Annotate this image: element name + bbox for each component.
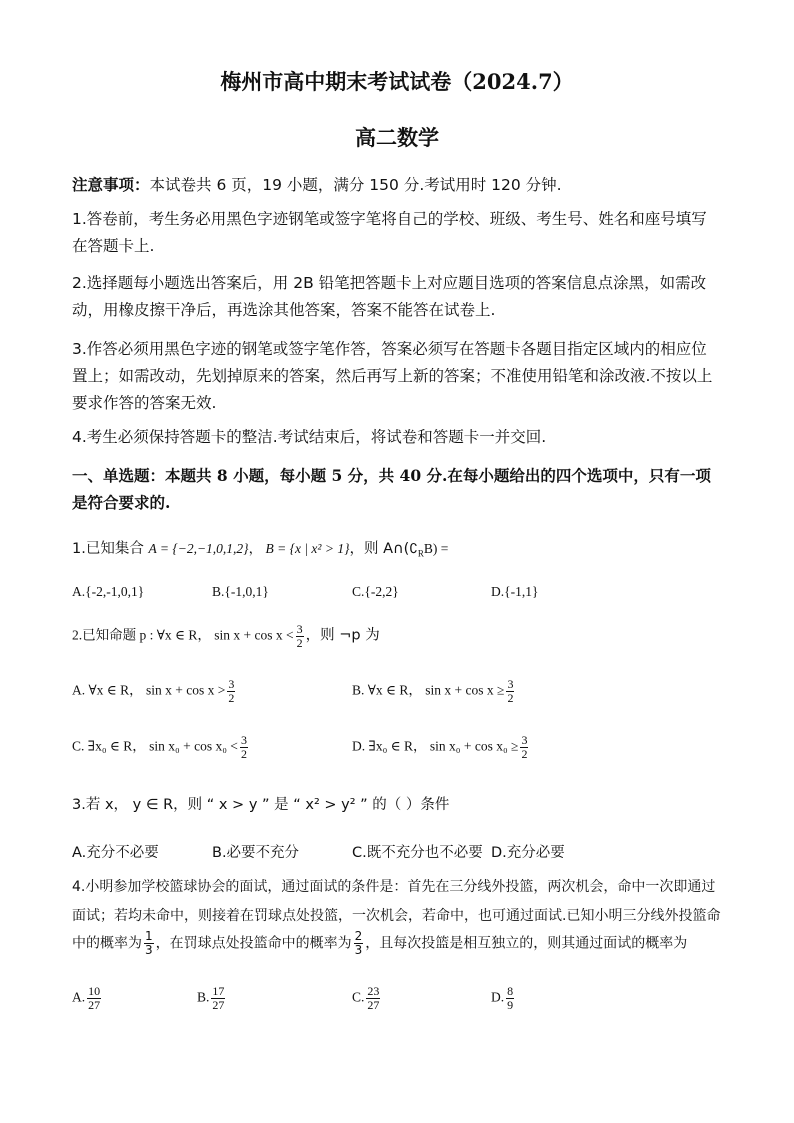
q1-set-a: A = {−2,−1,0,1,2}: [148, 541, 249, 556]
q2c-den: 2: [240, 747, 247, 761]
q3-option-a: A.充分不必要: [72, 845, 159, 861]
q2-stem-fraction: [296, 623, 304, 650]
q2-option-a: [72, 678, 237, 705]
q4-prob-1: [144, 930, 154, 957]
question-4-line-1: 4.小明参加学校篮球协会的面试，通过面试的条件是：首先在三分线外投篮，两次机会，命中一次即通过: [72, 879, 716, 895]
notice-line: [72, 172, 722, 199]
q4a-num: 10: [88, 984, 101, 998]
q4c-num: 23: [367, 984, 380, 998]
q1-option-c: C.{-2,2}: [352, 584, 399, 599]
q3-option-c: C.既不充分也不必要: [352, 845, 483, 861]
q4-option-c-fraction: [366, 985, 380, 1012]
question-1-stem: [72, 537, 448, 559]
q4-option-b-label: B.: [197, 989, 210, 1005]
question-2-stem: [72, 623, 380, 650]
notice-text: 本试卷共 6 页，19 小题，满分 150 分.考试用时 120 分钟.: [149, 176, 562, 194]
q4b-num: 17: [212, 984, 225, 998]
q4-line3-b: ，在罚球点处投篮命中的概率为: [155, 935, 352, 952]
q2-option-d-text: D. ∃x₀ ∈ R， sin x₀ + cos x₀ ≥: [352, 738, 519, 754]
q4-p2-den: 3: [354, 943, 363, 957]
q2-option-b-text: B. ∀x ∈ R， sin x + cos x ≥: [352, 682, 505, 698]
q4-option-a: [72, 985, 103, 1012]
q2-frac-num: 3: [296, 622, 303, 636]
q4-option-d-label: D.: [491, 989, 505, 1005]
notice-item-3: 3.作答必须用黑色字迹的钢笔或签字笔作答，答案必须写在答题卡各题目指定区域内的相应位置上；如需改动，先划掉原来的答案，然后再写上新的答案；不准使用铅笔和涂改液.不按以上要求作答的答案无效.: [72, 340, 713, 412]
q2-frac-den: 2: [296, 636, 303, 650]
q2-option-c: [72, 734, 250, 761]
q1-option-a: A.{-2,-1,0,1}: [72, 584, 145, 599]
question-3-stem: 3.若 x， y ∈ R，则 “ x > y ” 是 “ x² > y² ” 的（ ）条件: [72, 797, 450, 813]
q2a-den: 2: [228, 691, 235, 705]
q2-stem-end: ，则 ¬p 为: [305, 627, 380, 644]
q4d-num: 8: [507, 984, 514, 998]
question-4-line-2: 面试；若均未命中，则接着在罚球点处投篮，一次机会，若命中，也可通过面试.已知小明三分线外投篮命: [72, 908, 721, 924]
q4-option-c-label: C.: [352, 989, 365, 1005]
q1-option-b: B.{-1,0,1}: [212, 584, 269, 599]
q4-p2-num: 2: [354, 929, 363, 943]
q3-option-d: D.充分必要: [491, 845, 565, 861]
q2b-den: 2: [507, 691, 514, 705]
notice-label: 注意事项：: [72, 176, 150, 194]
section-heading: 一、单选题：本题共 8 小题，每小题 5 分，共 40 分.在每小题给出的四个选项中，只有一项是符合要求的.: [72, 466, 711, 512]
q2-stem-text: 2.已知命题 p : ∀x ∈ R， sin x + cos x <: [72, 627, 294, 643]
q4-line3-a: 中的概率为: [72, 935, 142, 952]
q1-set-b: B = {x | x² > 1}: [265, 541, 350, 556]
q2-option-d-fraction: [520, 734, 528, 761]
q2-option-a-fraction: [227, 678, 235, 705]
q4-p1-den: 3: [145, 943, 153, 957]
q2d-den: 2: [521, 747, 528, 761]
q4-option-d-fraction: [506, 985, 514, 1012]
q1-complement-sub: R: [417, 548, 424, 559]
q2-option-b-fraction: [506, 678, 514, 705]
q3-option-b: B.必要不充分: [212, 845, 300, 861]
q1-stem-end: B) =: [423, 541, 449, 556]
notice-item-1: 1.答卷前，考生务必用黑色字迹钢笔或签字笔将自己的学校、班级、考生号、姓名和座号填写在答题卡上.: [72, 210, 707, 255]
q4d-den: 9: [507, 998, 514, 1012]
q1-stem-text: 1.已知集合: [72, 541, 149, 557]
q2a-num: 3: [228, 677, 235, 691]
q1-option-d: D.{-1,1}: [491, 584, 539, 599]
q4-option-a-label: A.: [72, 989, 86, 1005]
q4-p1-num: 1: [145, 929, 153, 943]
notice-item-4: 4.考生必须保持答题卡的整洁.考试结束后，将试卷和答题卡一并交回.: [72, 428, 547, 446]
q1-stem-intersection: ，则 A∩(: [349, 541, 410, 557]
q2-option-c-text: C. ∃x₀ ∈ R， sin x₀ + cos x₀ <: [72, 738, 238, 754]
subject-title: 高二数学: [355, 125, 439, 150]
q2c-num: 3: [240, 733, 247, 747]
q4-prob-2: [354, 930, 364, 957]
q4-option-a-fraction: [87, 985, 101, 1012]
question-4-line-3: [72, 930, 687, 957]
q2-option-a-text: A. ∀x ∈ R， sin x + cos x >: [72, 682, 226, 698]
q4b-den: 27: [212, 998, 225, 1012]
q4-option-b: [197, 985, 227, 1012]
q4-option-d: [491, 985, 516, 1012]
q2-option-d: [352, 734, 530, 761]
q2-option-b: [352, 678, 516, 705]
q4c-den: 27: [367, 998, 380, 1012]
q1-sep: ，: [248, 541, 266, 556]
exam-title: 梅州市高中期末考试试卷（2024.7）: [220, 69, 574, 94]
q4-option-c: [352, 985, 382, 1012]
q1-complement-symbol: ∁: [409, 541, 418, 556]
q2b-num: 3: [507, 677, 514, 691]
q2d-num: 3: [521, 733, 528, 747]
q4a-den: 27: [88, 998, 101, 1012]
q4-option-b-fraction: [211, 985, 225, 1012]
q4-line3-c: ，且每次投篮是相互独立的，则其通过面试的概率为: [365, 935, 688, 952]
notice-item-2: 2.选择题每小题选出答案后，用 2B 铅笔把答题卡上对应题目选项的答案信息点涂黑，如需改动，用橡皮擦干净后，再选涂其他答案，答案不能答在试卷上.: [72, 274, 707, 319]
q2-option-c-fraction: [240, 734, 248, 761]
